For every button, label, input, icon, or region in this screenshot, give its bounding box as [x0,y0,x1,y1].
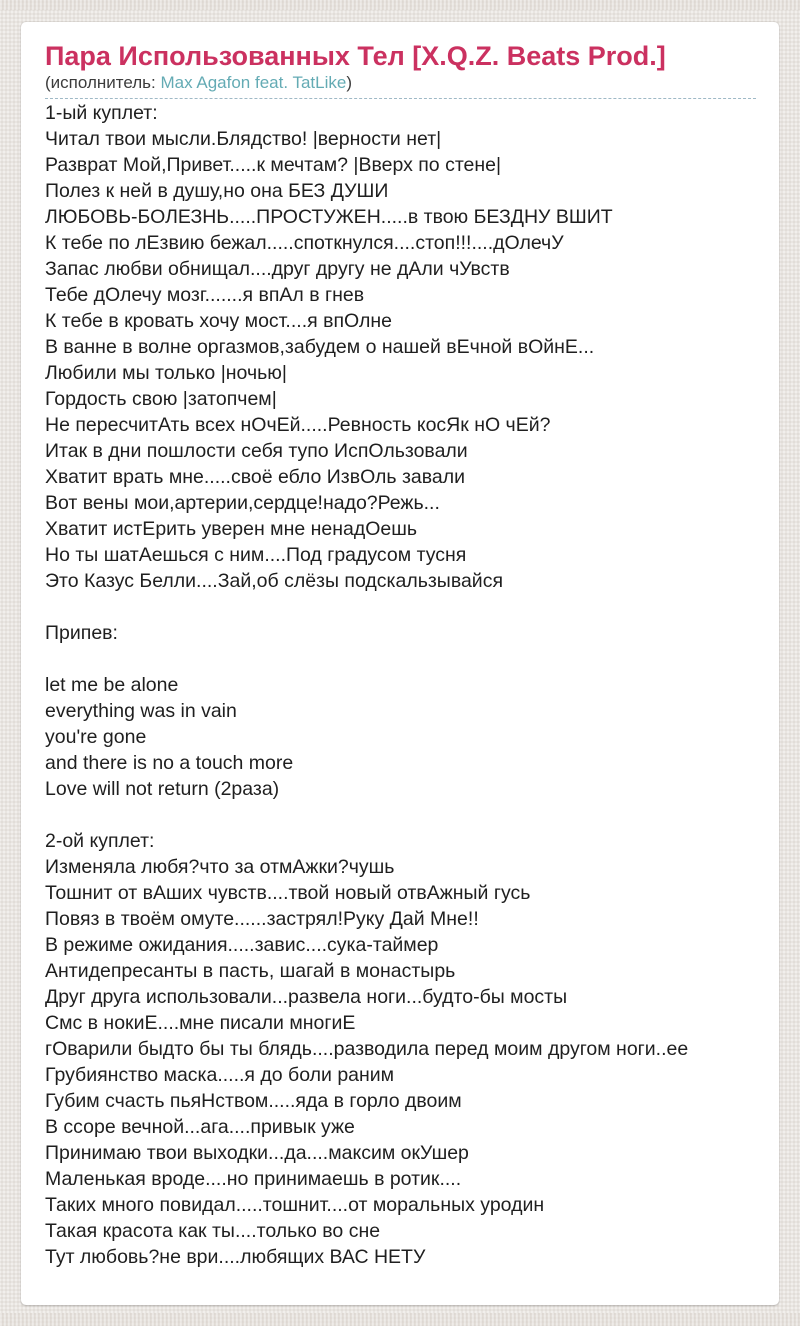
lyric-line [45,594,756,620]
lyric-line: Читал твои мысли.Блядство! |верности нет| [45,128,442,150]
artist-label: (исполнитель: [45,73,161,92]
lyric-line: Не пересчитАть всех нОчЕй.....Ревность косЯк нО чЕй? [45,414,551,436]
lyric-line: Маленькая вроде....но принимаешь в ротик.... [45,1168,462,1190]
lyric-line: and there is no a touch more [45,752,294,774]
lyric-line: Это Казус Белли....Зай,об слёзы подскальзывайся [45,570,504,592]
lyric-line: Антидепресанты в пасть, шагай в монастырь [45,960,456,982]
lyric-line: Тошнит от вАших чувств....твой новый отвАжный гусь [45,882,531,904]
lyric-line: Повяз в твоём омуте......застрял!Руку Дай Мне!! [45,908,479,930]
artist-suffix: ) [346,73,353,92]
lyric-line: Грубиянство маска.....я до боли раним [45,1064,395,1086]
page-title: Пара Использованных Тел [X.Q.Z. Beats Prod.] [45,41,666,71]
lyric-line: Хватит истЕрить уверен мне ненадОешь [45,518,418,540]
lyric-line: Губим счасть пьяНством.....яда в горло двоим [45,1090,462,1112]
lyric-line: В ванне в волне оргазмов,забудем о нашей вЕчной вОйнЕ... [45,336,595,358]
lyric-line: Итак в дни пошлости себя тупо ИспОльзовали [45,440,468,462]
lyric-line: everything was in vain [45,700,237,722]
lyric-line: Таких много повидал.....тошнит....от моральных уродин [45,1194,545,1216]
lyric-line: Такая красота как ты....только во сне [45,1220,381,1242]
lyric-line: Любили мы только |ночью| [45,362,287,384]
lyric-line: Вот вены мои,артерии,сердце!надо?Режь... [45,492,440,514]
lyric-line [45,646,756,672]
lyric-line [45,802,756,828]
artist-line [45,73,756,99]
lyric-line: Хватит врать мне.....своё ебло ИзвОль завали [45,466,466,488]
lyric-line: гОварили быдто бы ты блядь....разводила перед моим другом ноги..ее [45,1038,689,1060]
lyric-line: Love will not return (2раза) [45,778,280,800]
lyric-line: Смс в нокиЕ....мне писали многиЕ [45,1012,356,1034]
lyric-line: К тебе по лЕзвию бежал.....споткнулся....стоп!!!....дОлечУ [45,232,564,254]
lyric-line: Изменяла любя?что за отмАжки?чушь [45,856,395,878]
page-top-texture-strip [0,0,800,10]
lyric-line: Тут любовь?не ври....любящих ВАС НЕТУ [45,1246,426,1268]
lyric-line: Тебе дОлечу мозг.......я впАл в гнев [45,284,365,306]
lyric-line: Гордость свою |затопчем| [45,388,277,410]
lyric-line: let me be alone [45,674,179,696]
lyric-line: Полез к ней в душу,но она БЕЗ ДУШИ [45,180,389,202]
lyric-line: you're gone [45,726,147,748]
artist-link[interactable]: Max Agafon feat. TatLike [160,73,347,92]
lyrics-card [21,22,779,1305]
lyrics-text [45,100,756,1270]
lyric-line: К тебе в кровать хочу мост....я впОлне [45,310,392,332]
lyric-line: Разврат Мой,Привет.....к мечтам? |Вверх по стене| [45,154,502,176]
lyric-line: В ссоре вечной...ага....привык уже [45,1116,355,1138]
lyric-line: Но ты шатАешься с ним....Под градусом тусня [45,544,467,566]
lyric-line: Принимаю твои выходки...да....максим окУшер [45,1142,469,1164]
lyric-line: 1-ый куплет: [45,102,158,124]
lyric-line: Запас любви обнищал....друг другу не дАли чУвств [45,258,510,280]
lyric-line: В режиме ожидания.....завис....сука-таймер [45,934,439,956]
lyric-line: ЛЮБОВЬ-БОЛЕЗНЬ.....ПРОСТУЖЕН.....в твою БЕЗДНУ ВШИТ [45,206,613,228]
page-bottom-texture-strip [0,1313,800,1326]
lyric-line: 2-ой куплет: [45,830,155,852]
lyric-line: Друг друга использовали...развела ноги...будто-бы мосты [45,986,568,1008]
lyric-line: Припев: [45,622,118,644]
